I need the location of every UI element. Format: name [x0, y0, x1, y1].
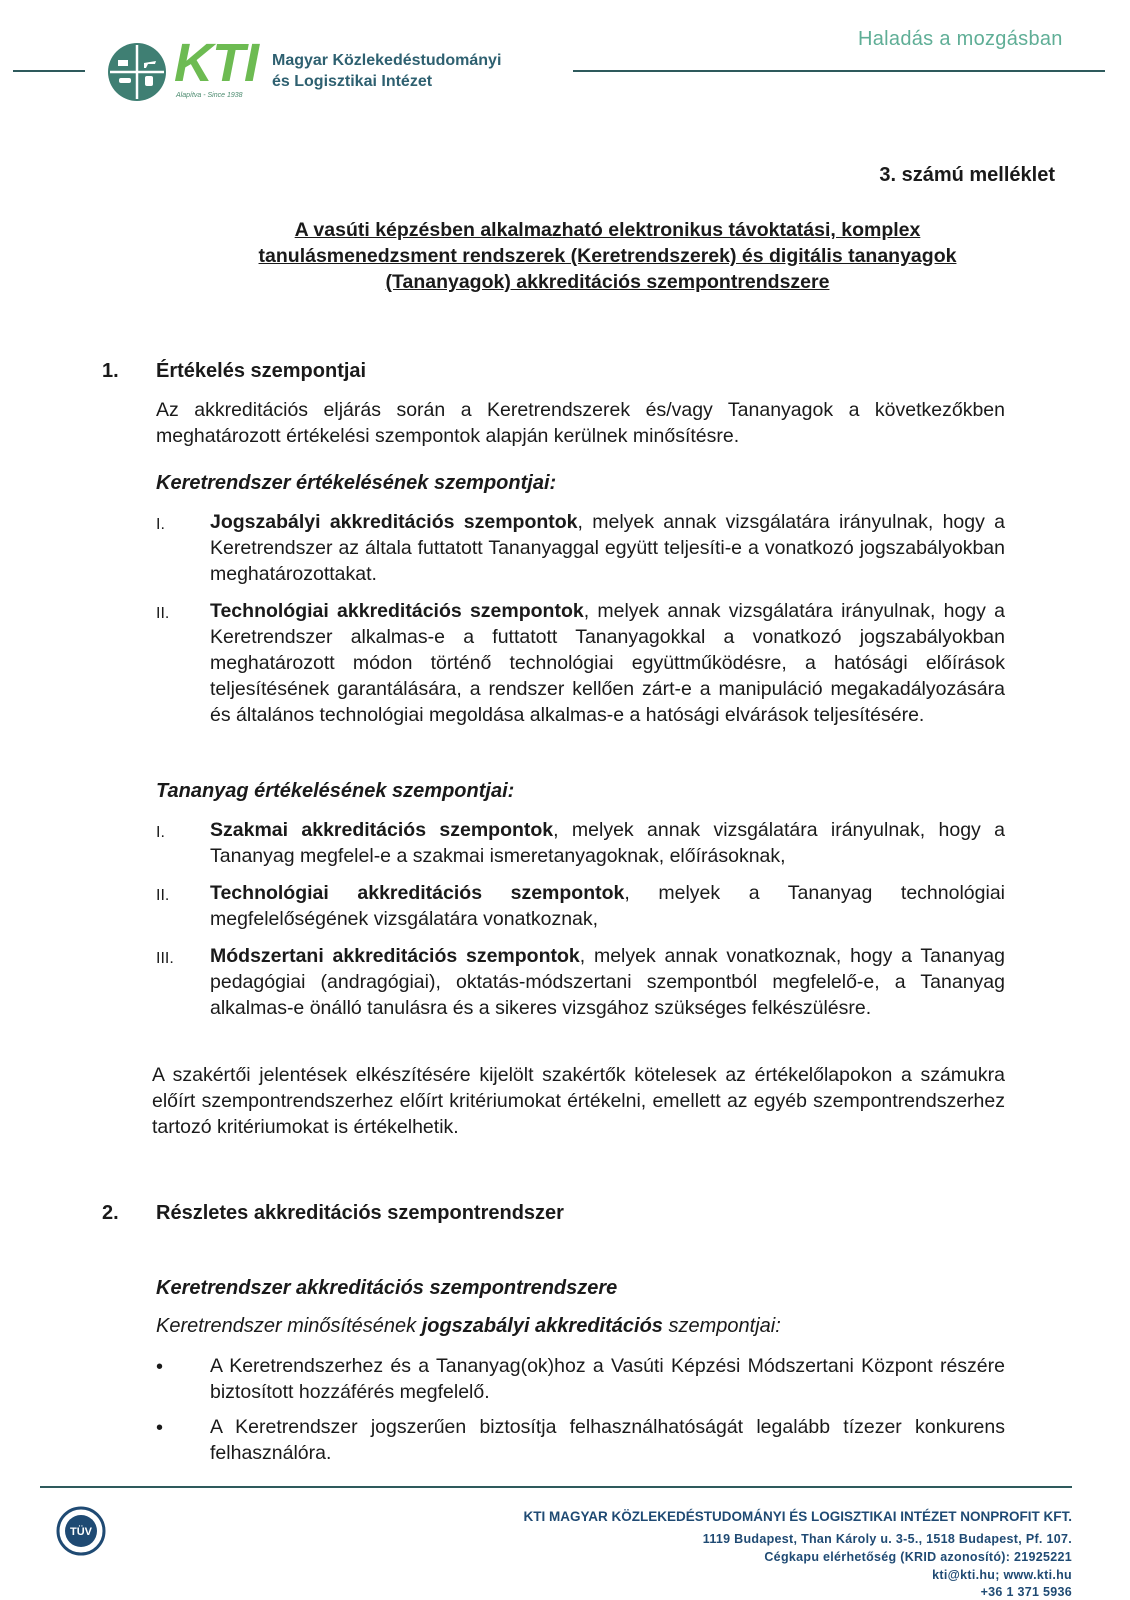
section1-number: 1. — [102, 360, 119, 382]
title-line3: (Tananyagok) akkreditációs szempontrendszere — [385, 271, 830, 293]
bullet-symbol: • — [156, 1356, 164, 1378]
footer-address: 1119 Budapest, Than Károly u. 3-5., 1518 Budapest, Pf. 107. — [702, 1532, 1072, 1546]
bullet-item: A Keretrendszer jogszerűen biztosítja felhasználhatóságát legalább tízezer konkurens felhasználóra. — [210, 1416, 1005, 1464]
title-line1: A vasúti képzésben alkalmazható elektronikus távoktatási, komplex — [294, 219, 921, 241]
material-item-numeral: III. — [156, 950, 174, 967]
intro-post: szempontjai: — [662, 1315, 781, 1337]
material-item-technology — [210, 880, 1005, 932]
kti-logo-emblem — [108, 43, 166, 101]
item-bold-term: Technológiai akkreditációs szempontok — [210, 882, 625, 904]
org-name — [272, 50, 501, 92]
logo-since: Alapítva - Since 1938 — [176, 92, 243, 99]
framework-eval-heading: Keretrendszer értékelésének szempontjai: — [156, 472, 557, 494]
framework-item-legal — [210, 509, 1005, 587]
intro-pre: Keretrendszer minősítésének — [156, 1315, 422, 1337]
section1-closing: A szakértői jelentések elkészítésére kijelölt szakértők kötelesek az értékelőlapokon a számukra előírt szempontrendszerhez előírt kritériumokat értékelni, emellett az egyéb szempontrendszerhez tartozó kritériumokat is értékelhetik. — [152, 1064, 1005, 1138]
footer-krid: Cégkapu elérhetőség (KRID azonosító): 21925221 — [764, 1550, 1072, 1564]
org-name-line1: Magyar Közlekedéstudományi — [272, 52, 502, 69]
material-item-numeral: II. — [156, 887, 170, 904]
section2-number: 2. — [102, 1202, 119, 1224]
material-item-methodology — [210, 943, 1005, 1021]
item-bold-term: Technológiai akkreditációs szempontok — [210, 600, 584, 622]
framework-criteria-heading: Keretrendszer akkreditációs szempontrendszere — [156, 1277, 618, 1299]
footer-contact[interactable]: kti@kti.hu; www.kti.hu — [932, 1568, 1072, 1582]
item-bold-term: Szakmai akkreditációs szempontok — [210, 819, 554, 841]
org-name-line2: és Logisztikai Intézet — [272, 73, 433, 90]
section1-intro: Az akkreditációs eljárás során a Keretrendszerek és/vagy Tananyagok a következőkben meghatározott értékelési szempontok alapján kerülnek minősítésre. — [156, 399, 1005, 447]
section1-heading: Értékelés szempontjai — [156, 360, 367, 382]
header-rule-left — [13, 70, 85, 72]
bullet-symbol: • — [156, 1417, 164, 1439]
item-text: , melyek annak vizsgálatára irányulnak, hogy a Tananyag megfelel-e a szakmai ismeretanyagoknak, előírásoknak, — [210, 819, 1005, 867]
material-item-numeral: I. — [156, 824, 165, 841]
annex-label: 3. számú melléklet — [879, 164, 1055, 186]
framework-item-numeral: II. — [156, 605, 170, 622]
item-text: , melyek annak vizsgálatára irányulnak, hogy a Keretrendszer alkalmas-e a futtatott Tananyagokkal a vonatkozó jogszabályokban meghatározott módon történő technológiai együttműködésre, a hatósági előírások teljesítésének garantálására, a rendszer kellően zárt-e a manipuláció megakadályozására és általános technológiai megoldása alkalmas-e a hatósági elvárások teljesítésére. — [210, 600, 1005, 726]
tuv-certification-seal — [56, 1506, 106, 1556]
title-line2: tanulásmenedzsment rendszerek (Keretrendszerek) és digitális tananyagok — [258, 245, 957, 267]
item-bold-term: Jogszabályi akkreditációs szempontok — [210, 511, 578, 533]
item-text: , melyek a Tananyag technológiai megfelelőségének vizsgálatára vonatkoznak, — [210, 882, 1005, 930]
bullet-item: A Keretrendszerhez és a Tananyag(ok)hoz a Vasúti Képzési Módszertani Központ részére biztosított hozzáférés megfelelő. — [210, 1355, 1005, 1403]
slogan: Haladás a mozgásban — [858, 28, 1063, 50]
document-title — [185, 217, 1030, 295]
framework-item-numeral: I. — [156, 516, 165, 533]
item-bold-term: Módszertani akkreditációs szempontok — [210, 945, 580, 967]
footer-phone: +36 1 371 5936 — [980, 1585, 1072, 1599]
item-text: , melyek annak vonatkoznak, hogy a Tananyag pedagógiai (andragógiai), oktatás-módszertani szempontból megfelelő-e, a Tananyag alkalmas-e önálló tanulásra és a sikeres vizsgához szükséges felkészülésre. — [210, 945, 1005, 1019]
svg-text:TÜV: TÜV — [70, 1526, 92, 1538]
footer-company: KTI MAGYAR KÖZLEKEDÉSTUDOMÁNYI ÉS LOGISZTIKAI INTÉZET NONPROFIT KFT. — [523, 1509, 1072, 1524]
framework-legal-intro — [156, 1315, 781, 1338]
footer-rule — [40, 1486, 1072, 1488]
header-rule-right — [573, 70, 1105, 72]
material-eval-heading: Tananyag értékelésének szempontjai: — [156, 780, 515, 802]
intro-bold: jogszabályi akkreditációs — [421, 1315, 663, 1337]
item-text: , melyek annak vizsgálatára irányulnak, hogy a Keretrendszer az általa futtatott Tananyaggal együtt teljesíti-e a vonatkozó jogszabályokban meghatározottakat. — [210, 511, 1005, 585]
framework-item-technology — [210, 598, 1005, 728]
section2-heading: Részletes akkreditációs szempontrendszer — [156, 1202, 564, 1224]
material-item-professional — [210, 817, 1005, 869]
kti-logo-text: KTI — [174, 33, 258, 93]
